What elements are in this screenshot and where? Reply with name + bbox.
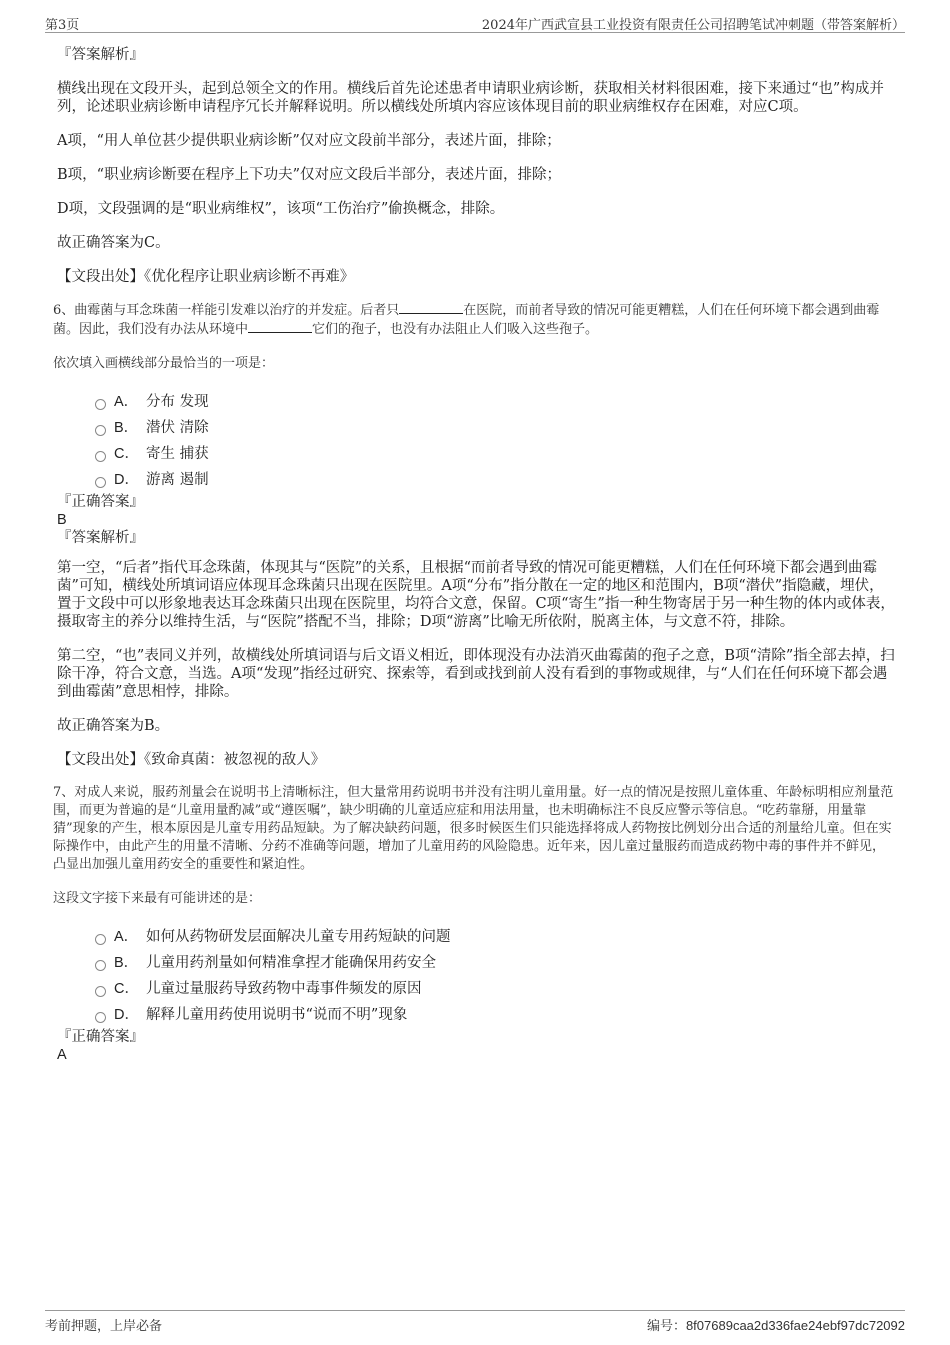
question-6-prompt: 依次填入画横线部分最恰当的一项是：: [53, 356, 275, 371]
analysis-paragraph: 横线出现在文段开头，起到总领全文的作用。横线后首先论述患者申请职业病诊断，获取相关材料很困难，接下来通过“也”构成并列，论述职业病诊断申请程序冗长并解释说明。所以横线处所填内容应该体现目前的职业病维权存在困难，对应C项。: [57, 81, 884, 115]
analysis-paragraph: 第一空，“后者”指代耳念珠菌，体现其与“医院”的关系，且根据“而前者导致的情况可能更糟糕，人们在任何环境下都会遇到曲霉菌”可知，横线处所填词语应体现耳念珠菌只出现在医院里。A项“分布”指分散在一定的地区和范围内，B项“潜伏”指隐藏，埋伏，置于文段中可以形象地表达耳念珠菌只出现在医院里，均符合文意，保留。C项“寄生”指一种生物寄居于另一种生物的体内或体表，摄取寄主的养分以维持生活，与“医院”搭配不当，排除；D项“游离”比喻无所依附，脱离主体，与文意不符，排除。: [57, 560, 895, 630]
answer-label: 『正确答案』: [57, 1029, 144, 1045]
analysis-paragraph: 第二空，“也”表同义并列，故横线处所填词语与后文语义相近，即体现没有办法消灭曲霉菌的孢子之意，B项“清除”指全部去掉，扫除干净，符合文意，当选。A项“发现”指经过研究、探索等，看到或找到前人没有看到的事物或规律，与“人们在任何环境下都会遇到曲霉菌”意思相悖，排除。: [57, 648, 895, 700]
question-7-text: 7、对成人来说，服药剂量会在说明书上清晰标注，但大量常用药说明书并没有注明儿童用量。好一点的情况是按照儿童体重、年龄标明相应剂量范围，而更为普遍的是“儿童用量酌减”或“遵医嘱”，缺少明确的儿童适应症和用法用量，也未明确标注不良反应警示等信息。“吃药靠掰，用量靠猜”现象的产生，根本原因是儿童专用药品短缺。为了解决缺药问题，很多时候医生们只能选择将成人药物按比例划分出合适的剂量给儿童。但在实际操作中，由此产生的用量不清晰、分药不准确等问题，增加了儿童用药的风险隐患。近年来，因儿童过量服药而造成药物中毒的事件并不鲜见，凸显出加强儿童用药安全的重要性和紧迫性。: [53, 785, 894, 872]
analysis-paragraph: B项，“职业病诊断要在程序上下功夫”仅对应文段后半部分，表述片面，排除；: [57, 167, 561, 183]
answer-label: 『正确答案』: [57, 494, 144, 510]
footer-slogan: 考前押题，上岸必备: [45, 1319, 163, 1334]
option-c[interactable]: C． 寄生 捕获: [95, 441, 897, 467]
option-a[interactable]: A． 如何从药物研发层面解决儿童专用药短缺的问题: [95, 924, 897, 950]
question-7-options: [95, 924, 897, 1028]
radio-icon[interactable]: [95, 986, 106, 997]
radio-icon[interactable]: [95, 934, 106, 945]
analysis-paragraph: A项，“用人单位甚少提供职业病诊断”仅对应文段前半部分，表述片面，排除；: [57, 133, 561, 149]
document-title: 2024年广西武宣县工业投资有限责任公司招聘笔试冲刺题（带答案解析）: [481, 18, 905, 33]
conclusion: 故正确答案为C。: [57, 235, 170, 251]
question-7-prompt: 这段文字接下来最有可能讲述的是：: [53, 891, 262, 906]
fill-blank: [248, 320, 312, 333]
conclusion: 故正确答案为B。: [57, 718, 170, 734]
analysis-label: 『答案解析』: [57, 530, 144, 546]
page-number: 第3页: [45, 18, 80, 33]
radio-icon[interactable]: [95, 399, 106, 410]
question-6-options: [95, 389, 897, 493]
option-a[interactable]: A． 分布 发现: [95, 389, 897, 415]
radio-icon[interactable]: [95, 477, 106, 488]
option-b[interactable]: B． 儿童用药剂量如何精准拿捏才能确保用药安全: [95, 950, 897, 976]
option-c[interactable]: C． 儿童过量服药导致药物中毒事件频发的原因: [95, 976, 897, 1002]
answer-value: B: [57, 512, 67, 528]
radio-icon[interactable]: [95, 425, 106, 436]
radio-icon[interactable]: [95, 1012, 106, 1023]
option-d[interactable]: D． 游离 遏制: [95, 467, 897, 493]
page-footer: [45, 1310, 905, 1333]
analysis-label: 『答案解析』: [57, 47, 144, 63]
question-6-text: 6、曲霉菌与耳念珠菌一样能引发难以治疗的并发症。后者只 在医院，而前者导致的情况可能更糟糕，人们在任何环境下都会遇到曲霉菌。因此，我们没有办法从环境中 它们的孢子，也没有办法阻止人们吸入这些孢子。: [53, 303, 880, 337]
page-header: [45, 10, 905, 33]
option-b[interactable]: B． 潜伏 清除: [95, 415, 897, 441]
source-citation: 【文段出处】《致命真菌：被忽视的敌人》: [57, 752, 326, 768]
source-citation: 【文段出处】《优化程序让职业病诊断不再难》: [57, 269, 355, 285]
answer-value: A: [57, 1047, 67, 1063]
option-d[interactable]: D． 解释儿童用药使用说明书“说而不明”现象: [95, 1002, 897, 1028]
radio-icon[interactable]: [95, 451, 106, 462]
radio-icon[interactable]: [95, 960, 106, 971]
page-content: [53, 46, 897, 1064]
fill-blank: [399, 301, 463, 314]
document-code: 编号：8f07689caa2d336fae24ebf97dc72092: [646, 1318, 905, 1333]
analysis-paragraph: D项，文段强调的是“职业病维权”，该项“工伤治疗”偷换概念，排除。: [57, 201, 505, 217]
